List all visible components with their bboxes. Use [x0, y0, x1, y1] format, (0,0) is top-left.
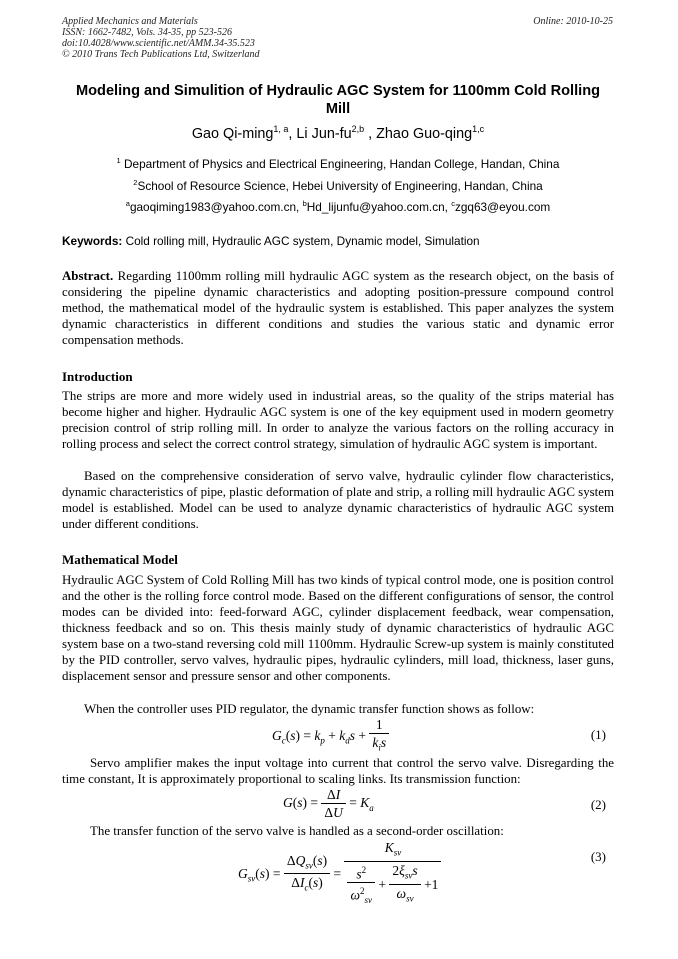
doi[interactable]: doi:10.4028/www.scientific.net/AMM.34-35.523: [62, 38, 255, 49]
online-date: Online: 2010-10-25: [533, 16, 613, 27]
model-paragraph-1: Hydraulic AGC System of Cold Rolling Mill has two kinds of typical control mode, one is position control and the other is the rolling force control mode. Based on the different configurations of sensor, the control modes can be divided into: feed-forward AGC, cylinder displacement feedback, wear compensation, thickness feedback and so on. This thesis mainly study of dynamic characteristics of hydraulic AGC system base on a two-stand reversing cold mill 1100mm. Hydraulic Screw-up system is mainly constituted by the PID controller, servo valves, hydraulic pipes, hydraulic cylinders, mill load, thickness, laser guns, displacement sensor and pressure sensor and other components.: [62, 573, 614, 683]
publication-info: [62, 16, 260, 60]
author-affiliation-mark: 1,c: [472, 124, 485, 134]
copyright: © 2010 Trans Tech Publications Ltd, Switzerland: [62, 49, 260, 60]
equation-2-formula: G(s) = $\frac{\Delta I}{\Delta U}$ = $K_a$: [283, 787, 374, 820]
email-link[interactable]: Hd_lijunfu@yahoo.com.cn,: [306, 200, 448, 214]
issn: ISSN: 1662-7482, Vols. 34-35, pp 523-526: [62, 27, 232, 38]
equation-number: (1): [590, 727, 606, 742]
abstract: [62, 268, 614, 348]
introduction-paragraph-2: Based on the comprehensive consideration of servo valve, hydraulic cylinder flow characteristics, dynamic characteristics of pipe, plastic deformation of plate and strip, a rolling mill hydraulic AGC system model is established. Model can be used to analyze dynamic characteristics of hydraulic AGC system under different conditions.: [62, 469, 614, 531]
introduction-heading: Introduction: [62, 369, 133, 384]
email-link[interactable]: gaoqiming1983@yahoo.com.cn,: [129, 200, 300, 214]
affiliation-text: Department of Physics and Electrical Engineering, Handan College, Handan, China: [124, 157, 560, 171]
abstract-text: Regarding 1100mm rolling mill hydraulic AGC system as the research object, on the basis of considering the pipeline dynamic characteristics and adopting position-pressure compound control method, the mathematical model of the hydraulic system is established. This paper analyzes the system dynamic characteristics in different conditions and studies the various static and dynamic error compensation methods.: [62, 269, 614, 347]
paper-title: Modeling and Simulition of Hydraulic AGC System for 1100mm Cold Rolling Mill: [75, 83, 601, 117]
affiliation-mark: 1: [116, 156, 121, 165]
equation-1-formula: $G_c(s) = k_p + k_ds$ + $\frac{1}{k_is}$: [272, 717, 389, 757]
model-paragraph-4: The transfer function of the servo valve is handled as a second-order oscillation:: [90, 824, 504, 838]
model-heading: Mathematical Model: [62, 552, 178, 567]
author-affiliation-mark: 1, a: [273, 124, 289, 134]
email-list: [62, 199, 614, 214]
affiliation-mark: 2: [133, 178, 138, 187]
introduction-paragraph-1: The strips are more and more widely used in industrial areas, so the quality of the strips material has become higher and higher. Hydraulic AGC system is one of the key equipment used in modern geometry precision control of strip rolling mill. In order to analyze the various factors on the rolling accuracy in rolling process and select the correct control strategy, simulation of hydraulic AGC system is important.: [62, 389, 614, 451]
keywords-text: Cold rolling mill, Hydraulic AGC system, Dynamic model, Simulation: [125, 234, 480, 248]
email-link[interactable]: zgq63@eyou.com: [454, 200, 551, 214]
affiliation-2: [62, 178, 614, 193]
email-mark: a: [125, 199, 130, 208]
author-name: Gao Qi-ming: [191, 126, 274, 142]
affiliation-text: School of Resource Science, Hebei University of Engineering, Handan, China: [137, 179, 543, 193]
equation-number: (2): [590, 797, 606, 812]
keywords: [62, 234, 480, 248]
abstract-label: Abstract.: [62, 269, 114, 283]
author-affiliation-mark: 2,b: [351, 124, 365, 134]
email-mark: c: [451, 199, 455, 208]
model-paragraph-3: Servo amplifier makes the input voltage into current that control the servo valve. Disregarding the time constant, It is approximately proportional to scaling links. Its transmission function:: [62, 756, 614, 786]
journal-name: Applied Mechanics and Materials: [62, 16, 198, 27]
author-name: Li Jun-fu: [296, 126, 352, 142]
email-mark: b: [302, 199, 307, 208]
model-paragraph-2: When the controller uses PID regulator, the dynamic transfer function shows as follow:: [84, 702, 535, 716]
author-name: Zhao Guo-qing: [376, 126, 473, 142]
affiliation-1: [62, 156, 614, 171]
equation-3-formula: $G_{sv}(s)$ = $\frac{\Delta Q_{sv}(s)}{\Delta I_c(s)}$ = $K_{sv}$ $\frac{s^2}{\omega^2_{sv}}$ + $\frac{2\xi_{sv}s}{\omega_{sv}}$ +1: [238, 840, 441, 909]
author-list: Gao Qi-ming$^{1, a}$, Li Jun-fu$^{2,b}$ , Zhao Guo-qing$^{1,c}$: [191, 124, 485, 142]
equation-number: (3): [590, 849, 606, 864]
keywords-label: Keywords:: [62, 234, 123, 248]
